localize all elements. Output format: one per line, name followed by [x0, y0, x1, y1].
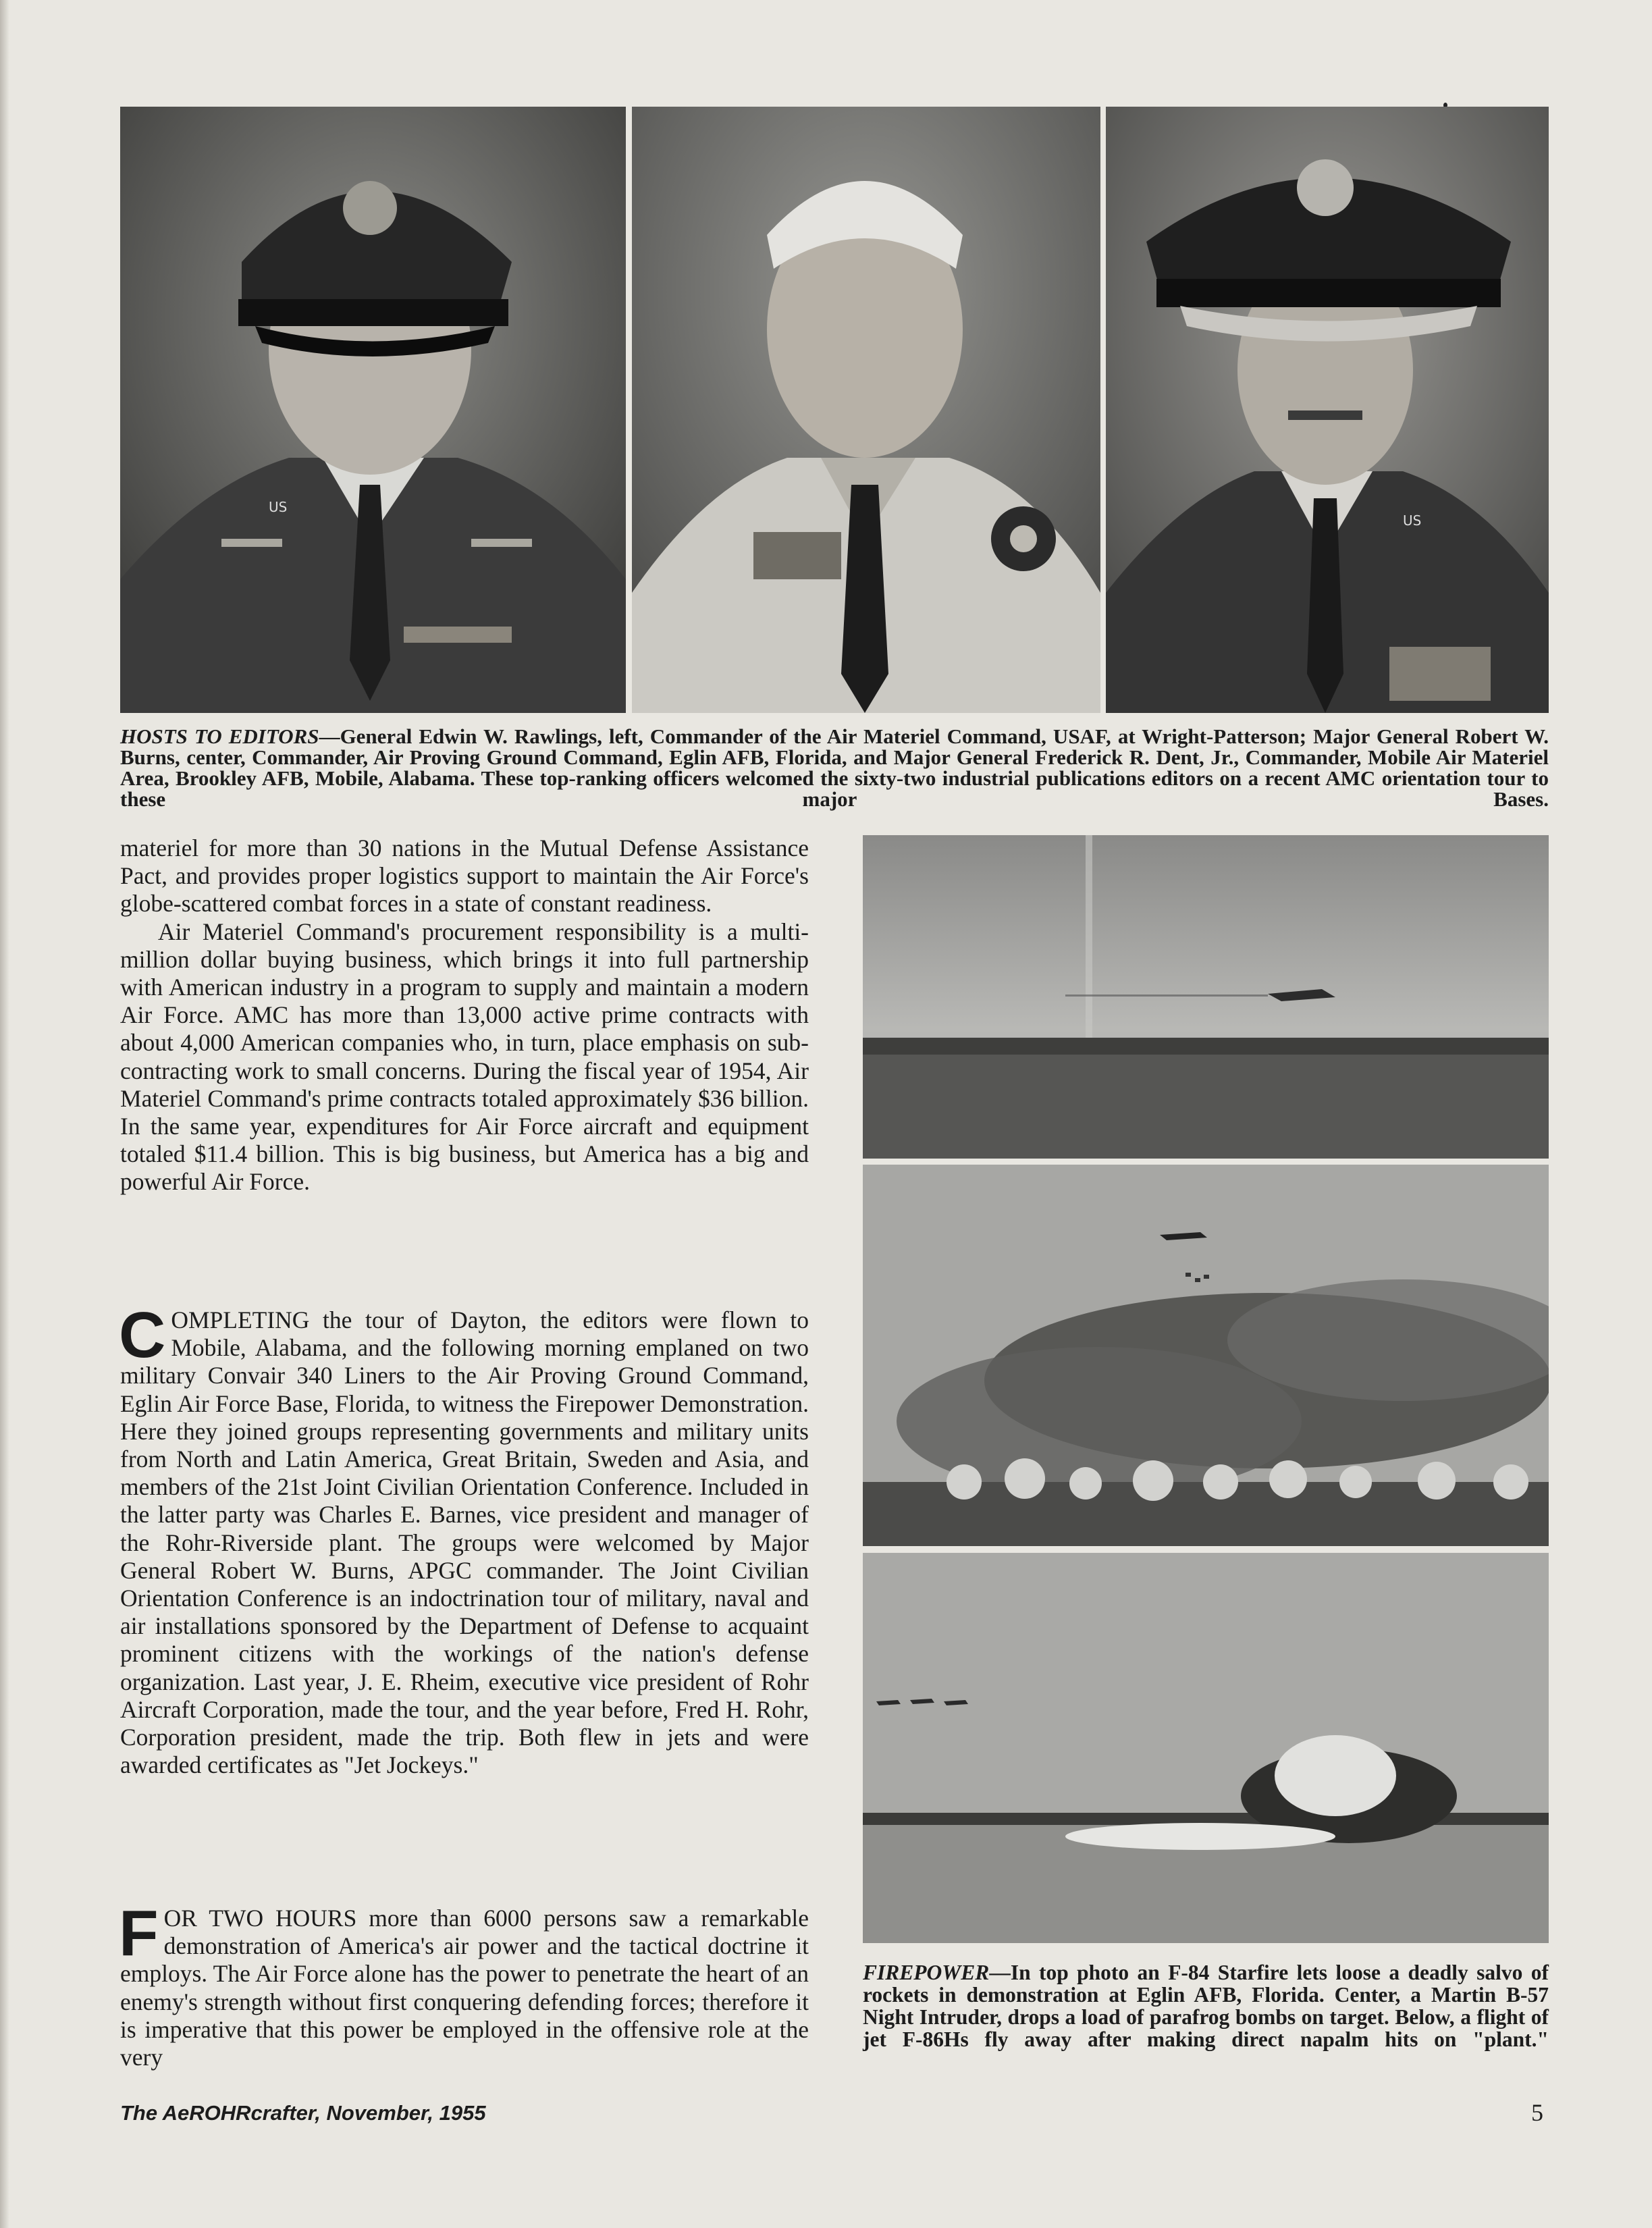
article-column-upper: [120, 834, 809, 1196]
article-column-middle: [119, 1299, 809, 1779]
hosts-caption: [120, 726, 1549, 810]
portrait-dent: [1106, 107, 1549, 713]
paragraph-text: OR TWO HOURS more than 6000 persons saw a remarkable demonstration of America's air power and the tactical doctrine it employs. The Air Force alone has the power to penetrate the heart of an enemy's strength without first conquering defending forces; therefore it is imperative that this power be employed in the offensive role at the very: [120, 1905, 809, 2071]
portrait-rawlings: [120, 107, 626, 713]
firepower-caption: [863, 1961, 1549, 2050]
page-binding-edge: [0, 0, 9, 2228]
caption-text: —In top photo an F-84 Starfire lets loose a deadly salvo of rockets in demonstration at Eglin AFB, Florida. Center, a Martin B-57 Night Intruder, drops a load of parafrog bombs on target. Below, a flight of jet F-86Hs fly away after making direct napalm hits on "plant.": [863, 1961, 1549, 2051]
page-number: 5: [1531, 2099, 1543, 2126]
caption-lead: HOSTS TO EDITORS: [120, 724, 319, 748]
caption-text: —General Edwin W. Rawlings, left, Commander of the Air Materiel Command, USAF, at Wright-Patterson; Major General Robert W. Burns, center, Commander, Air Proving Ground Command, Eglin AFB, Florida, and Major General Frederick R. Dent, Jr., Commander, Mobile Air Materiel Area, Brookley AFB, Mobile, Alabama. These top-ranking officers welcomed the sixty-two industrial publications editors on a recent AMC orientation tour to these major Bases.: [120, 724, 1549, 811]
caption-lead: FIREPOWER: [863, 1961, 990, 1984]
article-column-lower: [119, 1897, 809, 2071]
drop-cap: F: [119, 1897, 159, 1969]
footer-publication: The AeROHRcrafter, November, 1955: [120, 2101, 486, 2125]
photo-f84-rocket-salvo: [863, 835, 1549, 1159]
paragraph: [119, 1299, 809, 1779]
portrait-burns: [632, 107, 1100, 713]
paragraph: [119, 1897, 809, 2071]
drop-cap: C: [119, 1299, 166, 1371]
photo-f86h-napalm-strike: [863, 1553, 1549, 1943]
paragraph: Air Materiel Command's procurement responsibility is a multi-million dollar buying business, which brings it into full partnership with American industry in a program to supply and maintain a modern Air Force. AMC has more than 13,000 active prime contracts with about 4,000 American companies who, in turn, place emphasis on sub-contracting work to small concerns. During the fiscal year of 1954, Air Materiel Command's prime contracts totaled approximately $36 billion. In the same year, expenditures for Air Force aircraft and equipment totaled $11.4 billion. This is big business, but America has a big and powerful Air Force.: [120, 918, 809, 1196]
photo-b57-bomb-drop: [863, 1165, 1549, 1546]
insignia-text: US: [1403, 512, 1422, 529]
paragraph-text: OMPLETING the tour of Dayton, the editors were flown to Mobile, Alabama, and the following morning emplaned on two military Convair 340 Liners to the Air Proving Ground Command, Eglin Air Force Base, Florida, to witness the Firepower Demonstration. Here they joined groups representing governments and military units from North and Latin America, Great Britain, Sweden and Asia, and members of the 21st Joint Civilian Orientation Conference. Included in the latter party was Charles E. Barnes, vice president and manager of the Rohr-Riverside plant. The groups were welcomed by Major General Robert W. Burns, APGC commander. The Joint Civilian Orientation Conference is an indoctrination tour of military, naval and air installations sponsored by the Department of Defense to acquaint prominent citizens with the workings of the nation's defense organization. Last year, J. E. Rheim, executive vice president of Rohr Aircraft Corporation, made the tour, and the year before, Fred H. Rohr, Corporation president, made the trip. Both flew in jets and were awarded certificates as "Jet Jockeys.": [120, 1306, 809, 1779]
paragraph: materiel for more than 30 nations in the Mutual Defense Assistance Pact, and provides proper logistics support to maintain the Air Force's globe-scattered combat forces in a state of constant readiness.: [120, 834, 809, 918]
insignia-text: US: [269, 499, 288, 515]
